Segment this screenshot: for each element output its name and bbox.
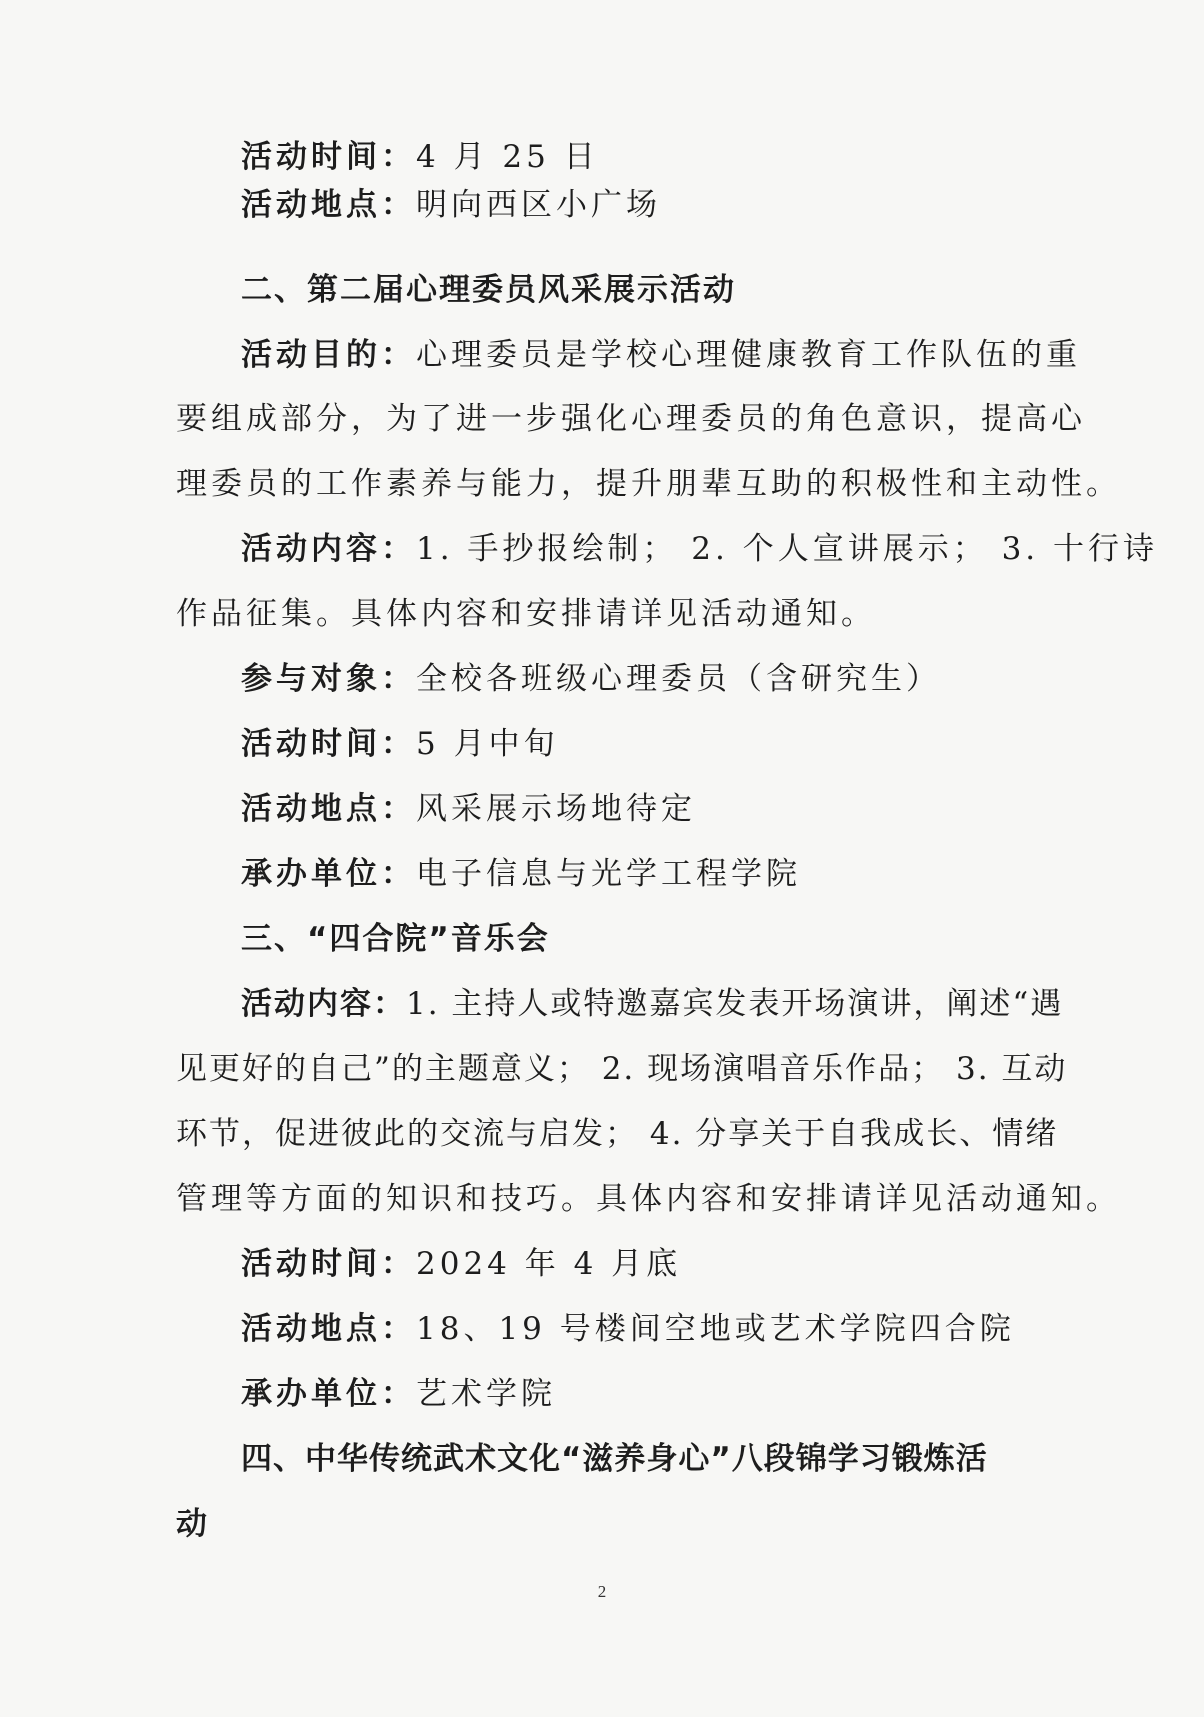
- section3-organizer-label: 承办单位：: [241, 1376, 416, 1412]
- section4-heading-line2: 动: [176, 1506, 209, 1542]
- section3-content-label: 活动内容：: [241, 986, 406, 1022]
- section2-purpose-row: [241, 334, 1081, 376]
- section2-place-value: 风采展示场地待定: [416, 791, 696, 827]
- section3-organizer-value: 艺术学院: [416, 1376, 556, 1412]
- section3-heading: 三、“四合院”音乐会: [241, 921, 550, 957]
- section1-place-value: 明向西区小广场: [416, 187, 661, 223]
- section1-place-row: [241, 184, 1111, 226]
- section2-purpose-label: 活动目的：: [241, 337, 416, 373]
- section2-participants-row: [241, 658, 1111, 700]
- section2-participants-value: 全校各班级心理委员（含研究生）: [416, 661, 941, 697]
- section3-place-row: [241, 1308, 1111, 1350]
- section2-content-line1: 1. 手抄报绘制； 2. 个人宣讲展示； 3. 十行诗: [416, 531, 1158, 567]
- page-number: 2: [597, 1582, 607, 1601]
- section4-heading-line1: 四、中华传统武术文化“滋养身心”八段锦学习锻炼活: [241, 1441, 988, 1477]
- section1-time-row: [241, 136, 1111, 178]
- section1-place-label: 活动地点：: [241, 187, 416, 223]
- section2-heading: 二、第二届心理委员风采展示活动: [241, 272, 736, 308]
- section2-organizer-label: 承办单位：: [241, 856, 416, 892]
- section2-content-line2: 作品征集。具体内容和安排请详见活动通知。: [176, 596, 876, 632]
- section3-content-row: [241, 983, 1064, 1025]
- section2-participants-label: 参与对象：: [241, 661, 416, 697]
- section1-time-value: 4 月 25 日: [416, 139, 599, 175]
- section2-place-label: 活动地点：: [241, 791, 416, 827]
- section3-time-value: 2024 年 4 月底: [416, 1246, 682, 1282]
- section3-content-line3: 环节，促进彼此的交流与启发； 4. 分享关于自我成长、情绪: [176, 1116, 1059, 1152]
- section3-place-label: 活动地点：: [241, 1311, 416, 1347]
- section2-content-row: [241, 528, 1158, 570]
- section2-place-row: [241, 788, 1111, 830]
- section2-content-label: 活动内容：: [241, 531, 416, 567]
- section2-time-value: 5 月中旬: [416, 726, 559, 762]
- section3-content-line4: 管理等方面的知识和技巧。具体内容和安排请详见活动通知。: [176, 1181, 1121, 1217]
- section3-organizer-row: [241, 1373, 1111, 1415]
- section1-time-label: 活动时间：: [241, 139, 416, 175]
- section3-time-label: 活动时间：: [241, 1246, 416, 1282]
- section2-organizer-row: [241, 853, 1111, 895]
- section2-time-label: 活动时间：: [241, 726, 416, 762]
- section3-time-row: [241, 1243, 1111, 1285]
- section3-content-line2: 见更好的自己”的主题意义； 2. 现场演唱音乐作品； 3. 互动: [176, 1051, 1068, 1087]
- section3-place-value: 18、19 号楼间空地或艺术学院四合院: [416, 1311, 1015, 1347]
- section2-organizer-value: 电子信息与光学工程学院: [416, 856, 801, 892]
- section2-purpose-line2: 要组成部分，为了进一步强化心理委员的角色意识，提高心: [176, 401, 1086, 437]
- section2-purpose-line3: 理委员的工作素养与能力，提升朋辈互助的积极性和主动性。: [176, 466, 1121, 502]
- section3-content-line1: 1. 主持人或特邀嘉宾发表开场演讲，阐述“遇: [406, 986, 1064, 1022]
- section2-time-row: [241, 723, 1111, 765]
- section2-purpose-line1: 心理委员是学校心理健康教育工作队伍的重: [416, 337, 1081, 373]
